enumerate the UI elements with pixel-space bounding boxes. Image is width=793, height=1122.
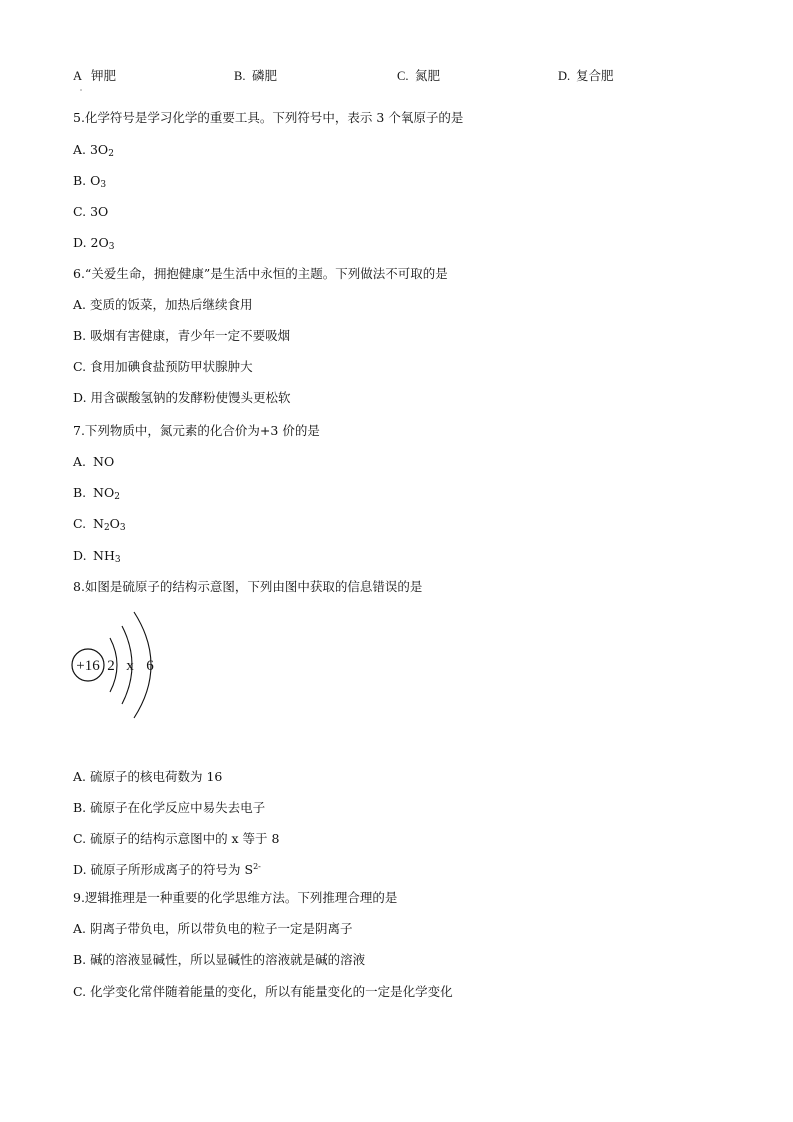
q8-option-c: C. 硫原子的结构示意图中的 x 等于 8 [73,831,280,846]
shell-1-electrons: 2 [107,658,115,674]
q5-stem: 5.化学符号是学习化学的重要工具。下列符号中，表示 3 个氧原子的是 [73,110,464,125]
q5-option-d: D. $2O_3$ [73,235,115,252]
q5-option-b: B. $O_3$ [73,173,107,190]
q8-option-a: A. 硫原子的核电荷数为 16 [73,769,223,784]
q7-option-a: A. NO [73,454,115,469]
q6-option-c: C. 食用加碘食盐预防甲状腺肿大 [73,359,253,374]
nucleus-charge: +16 [76,658,100,674]
q9-stem: 9.逻辑推理是一种重要的化学思维方法。下列推理合理的是 [73,890,398,905]
q4-option-c: C. 氮肥 [397,68,441,83]
sulfur-atom-structure-diagram [66,608,176,720]
q5-option-c: C. 3O [73,204,109,219]
shell-2-electrons: x [126,658,134,674]
q8-option-d: D. 硫原子所形成离子的符号为 $S^{2-}$ [73,862,261,877]
q9-option-c: C. 化学变化常伴随着能量的变化，所以有能量变化的一定是化学变化 [73,984,453,999]
q4-option-b: B. 磷肥 [234,68,278,83]
q4-option-a: A 钾肥 [73,68,117,83]
q9-option-a: A. 阴离子带负电，所以带负电的粒子一定是阴离子 [73,921,353,936]
q8-stem: 8.如图是硫原子的结构示意图，下列由图中获取的信息错误的是 [73,579,423,594]
q7-option-d: D. $NH_3$ [73,548,121,565]
q6-option-b: B. 吸烟有害健康，青少年一定不要吸烟 [73,328,291,343]
q7-option-b: B. $NO_2$ [73,485,120,502]
q8-option-b: B. 硫原子在化学反应中易失去电子 [73,800,266,815]
q6-option-d: D. 用含碳酸氢钠的发酵粉使馒头更松软 [73,390,291,405]
q7-option-c: C. $N_2O_3$ [73,516,126,533]
q4-option-d: D. 复合肥 [558,68,614,83]
q6-stem: 6.“关爱生命，拥抱健康”是生活中永恒的主题。下列做法不可取的是 [73,266,448,281]
q7-stem: 7.下列物质中，氮元素的化合价为+3 价的是 [73,423,320,438]
stray-mark [80,89,82,91]
shell-3-electrons: 6 [146,658,154,674]
q6-option-a: A. 变质的饭菜，加热后继续食用 [73,297,253,312]
q9-option-b: B. 碱的溶液显碱性，所以显碱性的溶液就是碱的溶液 [73,952,366,967]
q5-option-a: A. $3O_2$ [73,142,114,159]
